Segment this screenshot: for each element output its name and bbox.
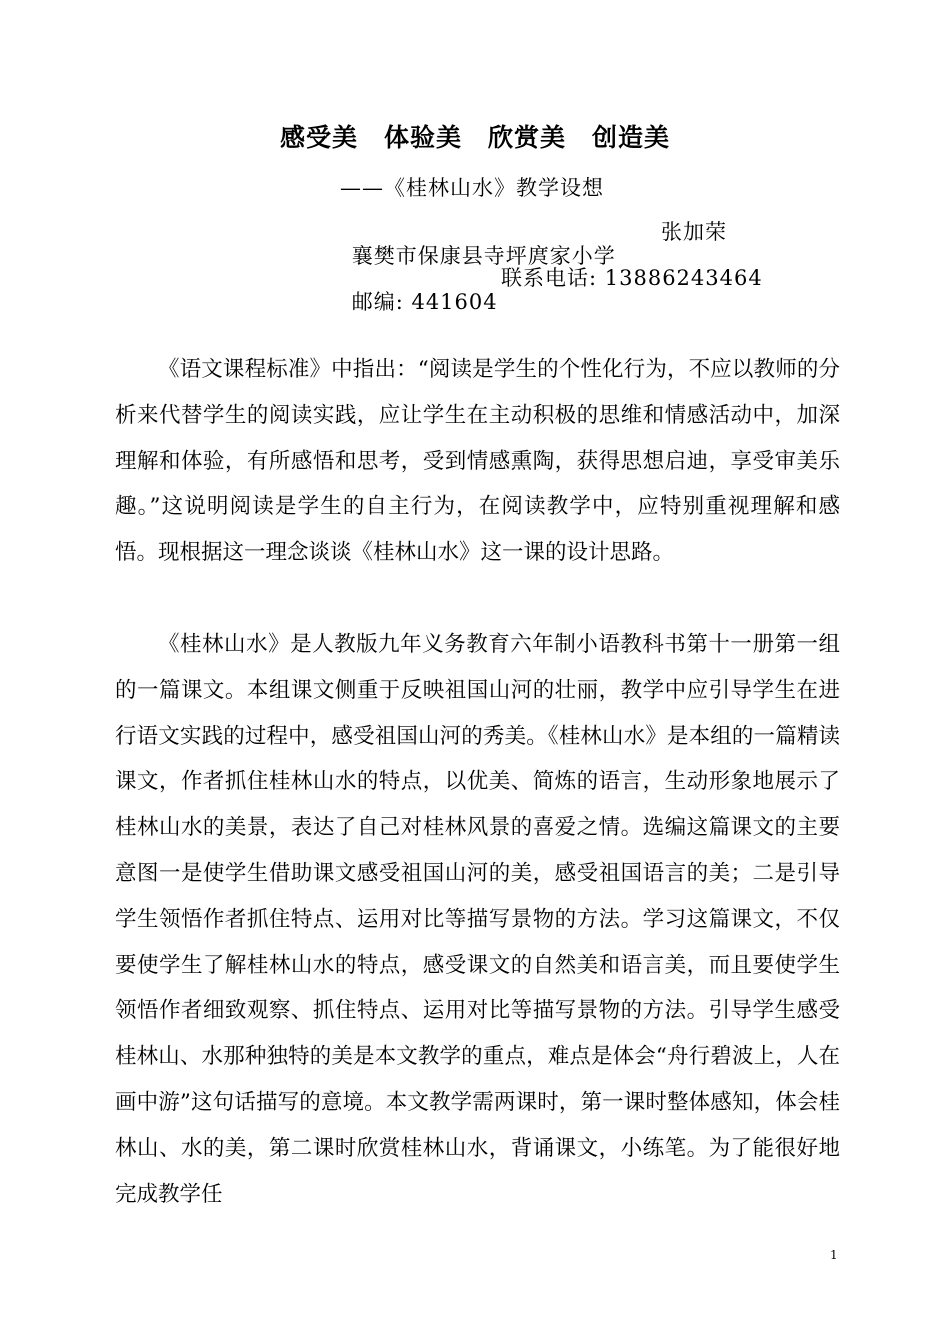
body-paragraph-1: 《语文课程标准》中指出：“阅读是学生的个性化行为，不应以教师的分析来代替学生的阅读实践，应让学生在主动积极的思维和情感活动中，加深理解和体验，有所感悟和思考，受到情感熏陶，获得思想启迪，享受审美乐趣。”这说明阅读是学生的自主行为，在阅读教学中，应特别重视理解和感悟。现根据这一理念谈谈《桂林山水》这一课的设计思路。 [115,357,840,566]
document-title: 感受美 体验美 欣赏美 创造美 [279,123,670,152]
postcode: 邮编: 441604 [351,290,498,314]
phone-number: 联系电话: 13886243464 [501,266,763,290]
document-subtitle: ——《桂林山水》教学设想 [340,176,604,200]
author-school: 襄樊市保康县寺坪庹家小学 [351,244,616,268]
author-name: 张加荣 [661,220,727,244]
body-paragraph-2: 《桂林山水》是人教版九年义务教育六年制小语教科书第十一册第一组的一篇课文。本组课文侧重于反映祖国山河的壮丽，教学中应引导学生在进行语文实践的过程中，感受祖国山河的秀美。《桂林山水》是本组的一篇精读课文，作者抓住桂林山水的特点，以优美、简炼的语言，生动形象地展示了桂林山水的美景，表达了自己对桂林风景的喜爱之情。选编这篇课文的主要意图一是使学生借助课文感受祖国山河的美，感受祖国语言的美；二是引导学生领悟作者抓住特点、运用对比等描写景物的方法。学习这篇课文，不仅要使学生了解桂林山水的特点，感受课文的自然美和语言美，而且要使学生领悟作者细致观察、抓住特点、运用对比等描写景物的方法。引导学生感受桂林山、水那种独特的美是本文教学的重点，难点是体会“舟行碧波上，人在画中游”这句话描写的意境。本文教学需两课时，第一课时整体感知，体会桂林山、水的美，第二课时欣赏桂林山水，背诵课文，小练笔。为了能很好地完成教学任 [115,632,840,1207]
page-number: 1 [830,1248,838,1262]
